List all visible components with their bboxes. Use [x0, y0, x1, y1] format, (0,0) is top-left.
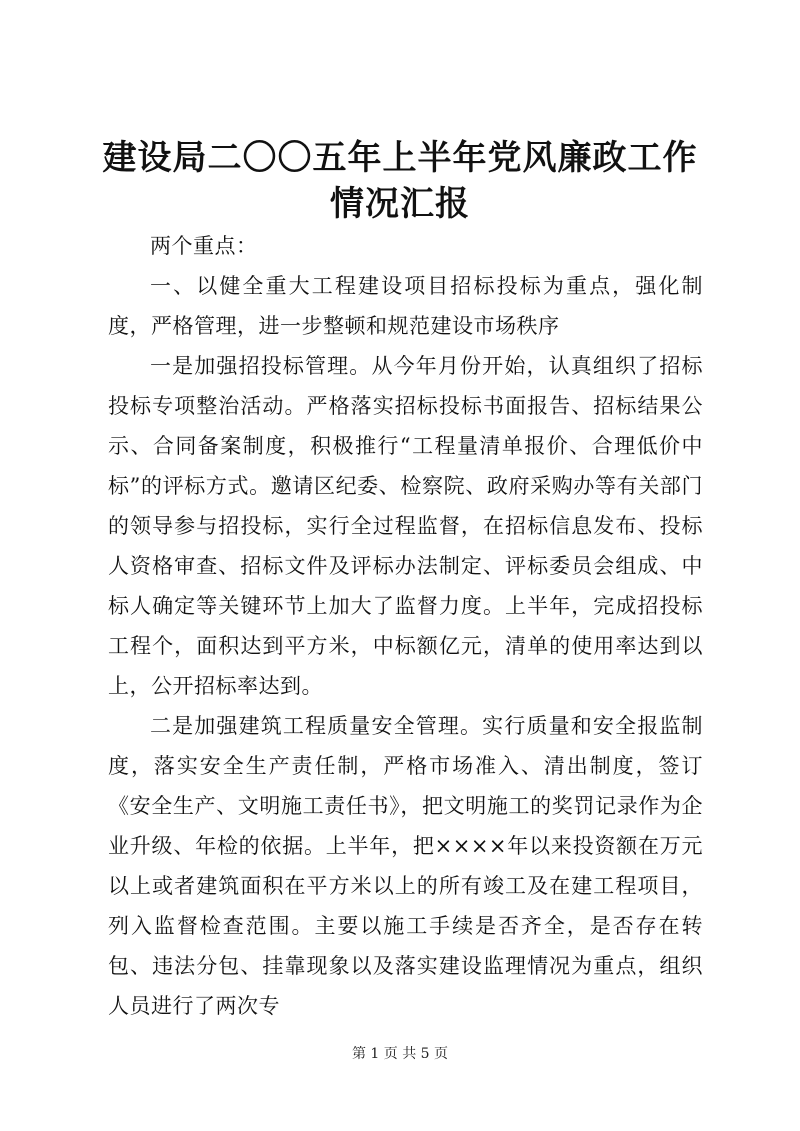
paragraph-bidding-management: 一是加强招投标管理。从今年月份开始，认真组织了招标投标专项整治活动。严格落实招标投标书面报告、招标结果公示、合同备案制度，积极推行“工程量清单报价、合理低价中标”的评标方式。邀请区纪委、检察院、政府采购办等有关部门的领导参与招投标，实行全过程监督，在招标信息发布、投标人资格审查、招标文件及评标办法制定、评标委员会组成、中标人确定等关键环节上加大了监督力度。上半年，完成招投标工程个，面积达到平方米，中标额亿元，清单的使用率达到以上，公开招标率达到。: [108, 354, 703, 698]
page-footer: 第 1 页 共 5 页: [351, 1046, 449, 1062]
document-body: [108, 226, 703, 1026]
document-title: 建设局二〇〇五年上半年党风廉政工作情况汇报: [102, 138, 698, 224]
paragraph-section-one: 一、以健全重大工程建设项目招标投标为重点，强化制度，严格管理，进一步整顿和规范建设市场秩序: [108, 274, 703, 338]
paragraph-quality-safety: 二是加强建筑工程质量安全管理。实行质量和安全报监制度，落实安全生产责任制，严格市场准入、清出制度，签订《安全生产、文明施工责任书》，把文明施工的奖罚记录作为企业升级、年检的依据。上半年，把××××年以来投资额在万元以上或者建筑面积在平方米以上的所有竣工及在建工程项目，列入监督检查范围。主要以施工手续是否齐全，是否存在转包、违法分包、挂靠现象以及落实建设监理情况为重点，组织人员进行了两次专: [108, 714, 703, 1018]
paragraph-key-points: 两个重点：: [150, 234, 258, 258]
